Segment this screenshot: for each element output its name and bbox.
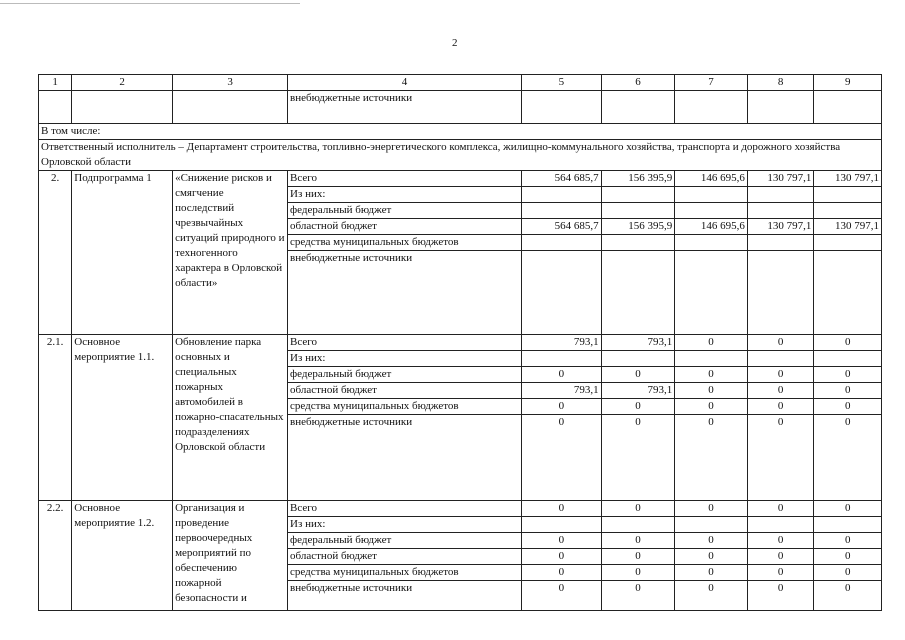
value-cell [747,235,814,251]
value-cell: 0 [814,533,882,549]
program-name: Подпрограмма 1 [72,171,173,335]
source-cell: федеральный бюджет [288,367,522,383]
value-cell [521,251,601,335]
value-cell: 146 695,6 [675,219,748,235]
value-cell: 156 395,9 [601,171,675,187]
value-cell: 0 [521,533,601,549]
value-cell: 0 [814,565,882,581]
source-cell: областной бюджет [288,549,522,565]
value-cell: 0 [814,367,882,383]
value-cell: 0 [747,533,814,549]
value-cell: 0 [601,533,675,549]
program-name: Основное мероприятие 1.1. [72,335,173,501]
value-cell [601,235,675,251]
program-title: Обновление парка основных и специальных пожарных автомобилей в пожарно-спасательных подразделениях Орловской области [173,335,288,501]
value-cell: 0 [521,549,601,565]
value-cell [521,235,601,251]
value-cell [601,251,675,335]
table-row [39,124,882,140]
value-cell [521,351,601,367]
value-cell [675,235,748,251]
value-cell [521,203,601,219]
value-cell [814,235,882,251]
page-number: 2 [452,37,458,49]
value-cell: 0 [601,415,675,501]
value-cell: 0 [747,399,814,415]
table-cell [72,91,173,124]
value-cell: 0 [814,383,882,399]
value-cell: 0 [675,415,748,501]
value-cell [521,517,601,533]
value-cell: 0 [675,565,748,581]
source-cell: Всего [288,501,522,517]
source-cell: средства муниципальных бюджетов [288,235,522,251]
value-cell: 0 [601,501,675,517]
program-name: Основное мероприятие 1.2. [72,501,173,611]
program-title: Организация и проведение первоочередных мероприятий по обеспечению пожарной безопасности и [173,501,288,611]
value-cell [521,187,601,203]
value-cell: 0 [521,399,601,415]
value-cell: 0 [747,581,814,611]
value-cell: 0 [521,565,601,581]
value-cell [675,203,748,219]
value-cell: 0 [521,501,601,517]
value-cell: 0 [675,533,748,549]
col-header: 6 [601,75,675,91]
value-cell: 0 [675,399,748,415]
value-cell [747,203,814,219]
value-cell [675,351,748,367]
value-cell [675,251,748,335]
col-header: 3 [173,75,288,91]
source-cell: средства муниципальных бюджетов [288,565,522,581]
value-cell: 0 [675,549,748,565]
col-header: 5 [521,75,601,91]
value-cell [601,517,675,533]
value-cell: 0 [747,501,814,517]
table-cell [39,91,72,124]
source-cell: Всего [288,335,522,351]
value-cell: 0 [675,501,748,517]
value-cell: 146 695,6 [675,171,748,187]
program-title: «Снижение рисков и смягчение последствий чрезвычайных ситуаций природного и техногенного характера в Орловской области» [173,171,288,335]
responsible-executor: Ответственный исполнитель – Департамент строительства, топливно-энергетического комплекса, жилищно-коммунального хозяйства, транспорта и дорожного хозяйства Орловской области [39,140,882,171]
value-cell: 793,1 [601,335,675,351]
value-cell: 564 685,7 [521,219,601,235]
table-cell [675,91,748,124]
value-cell: 0 [601,549,675,565]
value-cell: 0 [601,399,675,415]
value-cell: 0 [814,581,882,611]
value-cell: 0 [814,335,882,351]
value-cell: 130 797,1 [747,219,814,235]
table-row [39,171,882,187]
header-row [39,75,882,91]
value-cell: 0 [747,415,814,501]
value-cell: 0 [747,335,814,351]
value-cell [747,251,814,335]
value-cell [747,351,814,367]
value-cell: 0 [675,581,748,611]
source-cell: Из них: [288,517,522,533]
table-cell [747,91,814,124]
value-cell: 0 [814,399,882,415]
value-cell: 793,1 [601,383,675,399]
value-cell [601,187,675,203]
col-header: 2 [72,75,173,91]
in-that-number-label: В том числе: [39,124,882,140]
col-header: 8 [747,75,814,91]
value-cell: 0 [601,581,675,611]
col-header: 4 [288,75,522,91]
value-cell: 0 [601,565,675,581]
value-cell: 0 [675,367,748,383]
source-cell: Всего [288,171,522,187]
value-cell [675,517,748,533]
source-cell: областной бюджет [288,219,522,235]
table-row [39,335,882,351]
value-cell [814,203,882,219]
row-number: 2. [39,171,72,335]
value-cell: 130 797,1 [747,171,814,187]
value-cell: 156 395,9 [601,219,675,235]
value-cell [814,187,882,203]
value-cell: 0 [521,581,601,611]
col-header: 9 [814,75,882,91]
col-header: 7 [675,75,748,91]
value-cell [814,251,882,335]
value-cell: 0 [675,383,748,399]
value-cell: 793,1 [521,383,601,399]
value-cell: 0 [601,367,675,383]
value-cell: 0 [814,415,882,501]
row-number: 2.2. [39,501,72,611]
table-cell [601,91,675,124]
table-row [39,91,882,124]
value-cell: 130 797,1 [814,171,882,187]
top-scan-line [0,3,300,4]
value-cell [814,351,882,367]
source-cell: Из них: [288,351,522,367]
source-cell: Из них: [288,187,522,203]
source-cell: федеральный бюджет [288,533,522,549]
value-cell [601,203,675,219]
budget-table [38,74,882,611]
value-cell [675,187,748,203]
value-cell: 0 [747,549,814,565]
value-cell: 0 [521,367,601,383]
value-cell [814,517,882,533]
value-cell: 0 [521,415,601,501]
table-row [39,140,882,171]
value-cell: 0 [814,549,882,565]
row-number: 2.1. [39,335,72,501]
source-cell: федеральный бюджет [288,203,522,219]
value-cell: 0 [747,565,814,581]
source-cell: областной бюджет [288,383,522,399]
table-row [39,501,882,517]
source-cell: внебюджетные источники [288,581,522,611]
table-cell [521,91,601,124]
source-cell: внебюджетные источники [288,251,522,335]
value-cell [747,187,814,203]
value-cell: 0 [747,367,814,383]
value-cell [747,517,814,533]
value-cell: 0 [747,383,814,399]
source-cell: внебюджетные источники [288,91,522,124]
value-cell: 564 685,7 [521,171,601,187]
value-cell: 130 797,1 [814,219,882,235]
value-cell: 793,1 [521,335,601,351]
source-cell: средства муниципальных бюджетов [288,399,522,415]
table-cell [814,91,882,124]
table-cell [173,91,288,124]
value-cell: 0 [814,501,882,517]
source-cell: внебюджетные источники [288,415,522,501]
value-cell: 0 [675,335,748,351]
col-header: 1 [39,75,72,91]
value-cell [601,351,675,367]
